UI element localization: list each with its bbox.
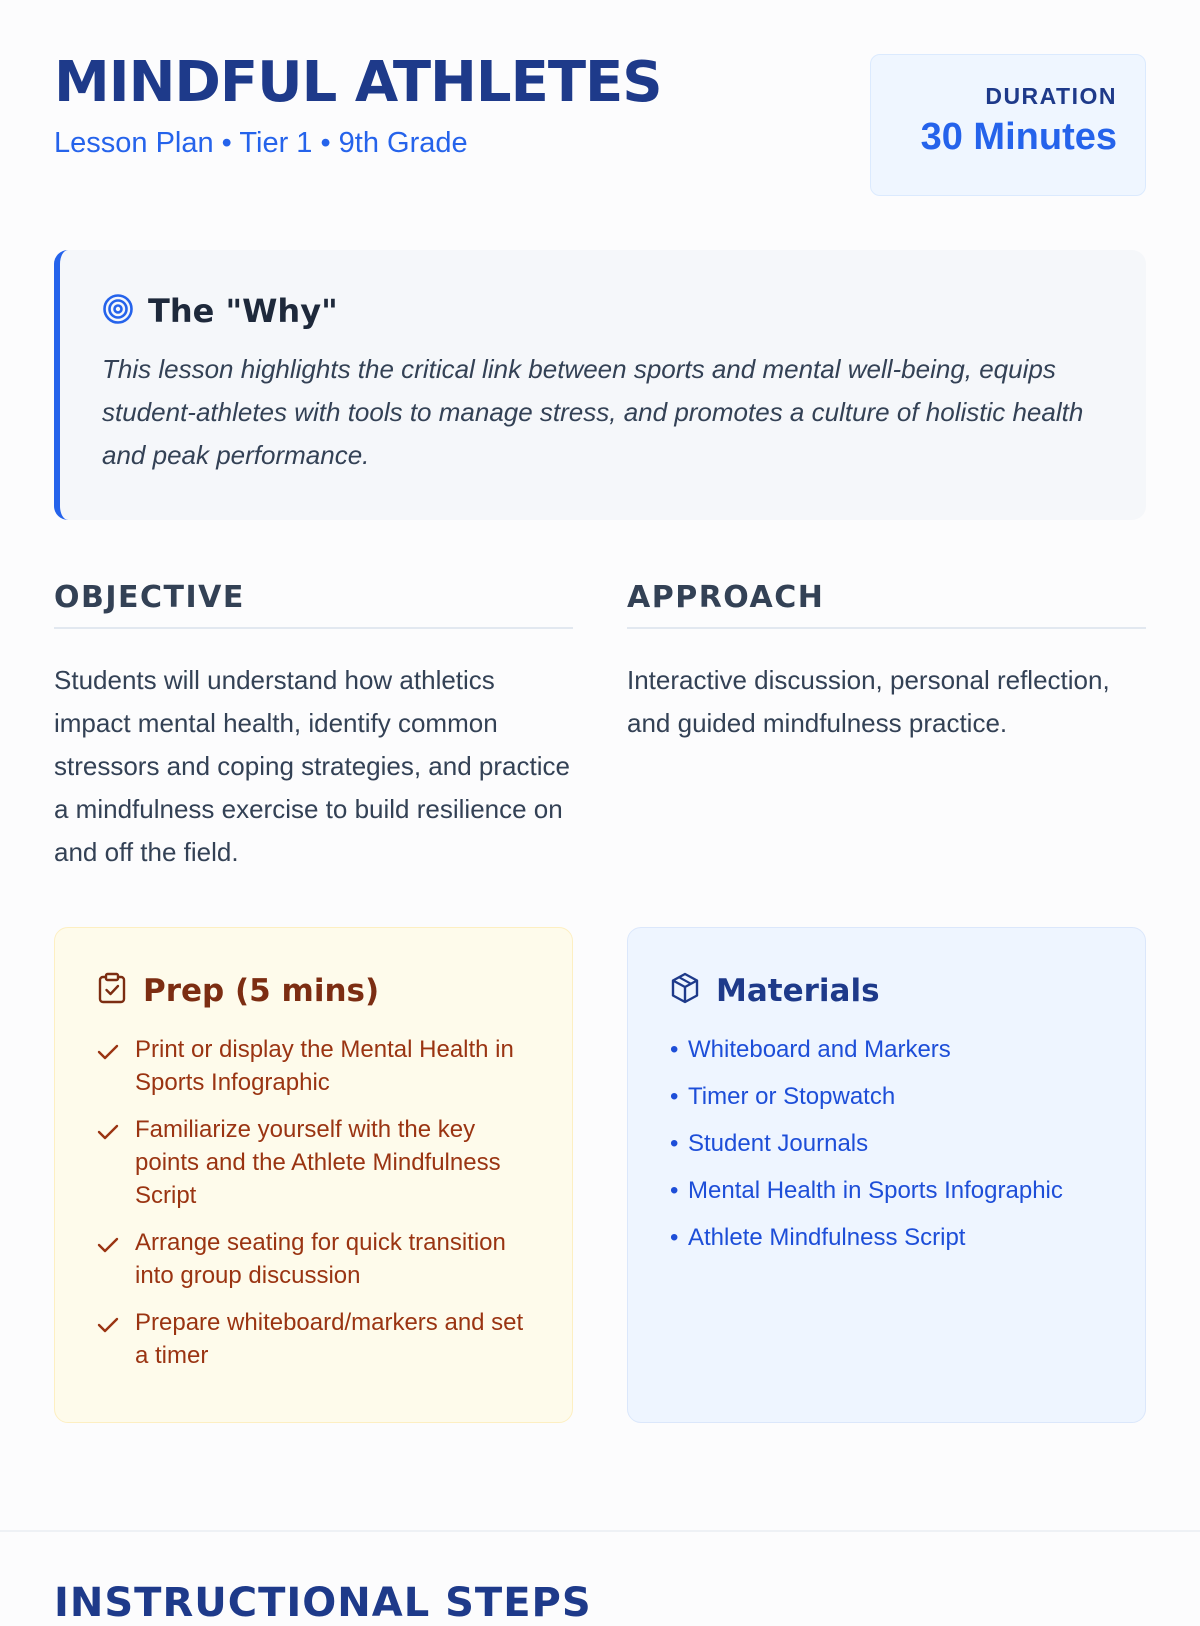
page-title: MINDFUL ATHLETES [54, 50, 662, 115]
prep-item-text: Print or display the Mental Health in Sports Infographic [135, 1036, 514, 1096]
approach-heading: APPROACH [627, 580, 1146, 629]
bullet-icon: • [670, 1177, 679, 1204]
list-item [670, 1174, 1103, 1207]
prep-item-text: Familiarize yourself with the key points and the Athlete Mindfulness Script [135, 1116, 501, 1209]
bullet-icon: • [670, 1130, 679, 1157]
prep-list [97, 1033, 530, 1372]
list-item [97, 1033, 530, 1099]
check-icon [97, 1033, 121, 1099]
approach-column [627, 580, 1146, 874]
material-item-text: Mental Health in Sports Infographic [688, 1177, 1063, 1204]
prep-item-text: Arrange seating for quick transition into group discussion [135, 1229, 506, 1289]
duration-badge [870, 54, 1146, 196]
objective-column [54, 580, 573, 874]
check-icon [97, 1226, 121, 1292]
why-title: The "Why" [148, 292, 338, 330]
list-item [97, 1306, 530, 1372]
duration-label: DURATION [985, 83, 1117, 109]
cards-section [54, 927, 1146, 1423]
materials-card [627, 927, 1146, 1423]
duration-value: 30 Minutes [920, 116, 1117, 158]
why-text: This lesson highlights the critical link between sports and mental well-being, equips student-athletes with tools to manage stress, and promotes a culture of holistic health and peak performance. [102, 354, 1084, 470]
material-item-text: Timer or Stopwatch [688, 1083, 896, 1110]
prep-item-text: Prepare whiteboard/markers and set a timer [135, 1309, 524, 1369]
list-item [97, 1113, 530, 1212]
list-item [670, 1221, 1103, 1254]
list-item [670, 1127, 1103, 1160]
box-icon [670, 972, 700, 1009]
why-header [102, 292, 1106, 330]
prep-card [54, 927, 573, 1423]
approach-text: Interactive discussion, personal reflection, and guided mindfulness practice. [627, 665, 1110, 738]
prep-title: Prep (5 mins) [143, 972, 380, 1009]
material-item-text: Whiteboard and Markers [688, 1036, 951, 1063]
section-divider [0, 1530, 1200, 1532]
objective-text: Students will understand how athletics impact mental health, identify common stressors and coping strategies, and practice a mindfulness exercise to build resilience on and off the field. [54, 665, 570, 867]
list-item [97, 1226, 530, 1292]
material-item-text: Student Journals [688, 1130, 869, 1157]
materials-header [670, 972, 1103, 1009]
clipboard-check-icon [97, 972, 127, 1009]
objective-heading: OBJECTIVE [54, 580, 573, 629]
materials-list [670, 1033, 1103, 1254]
material-item-text: Athlete Mindfulness Script [688, 1224, 966, 1251]
page-subtitle: Lesson Plan • Tier 1 • 9th Grade [54, 127, 468, 159]
target-icon [102, 293, 134, 330]
materials-title: Materials [716, 972, 880, 1009]
why-card [54, 250, 1146, 520]
prep-header [97, 972, 530, 1009]
check-icon [97, 1306, 121, 1372]
header [54, 0, 1146, 250]
list-item [670, 1080, 1103, 1113]
check-icon [97, 1113, 121, 1212]
bullet-icon: • [670, 1224, 679, 1251]
bullet-icon: • [670, 1036, 679, 1063]
instructional-steps-heading: INSTRUCTIONAL STEPS [54, 1580, 592, 1626]
list-item [670, 1033, 1103, 1066]
objective-approach-section [54, 580, 1146, 874]
bullet-icon: • [670, 1083, 679, 1110]
